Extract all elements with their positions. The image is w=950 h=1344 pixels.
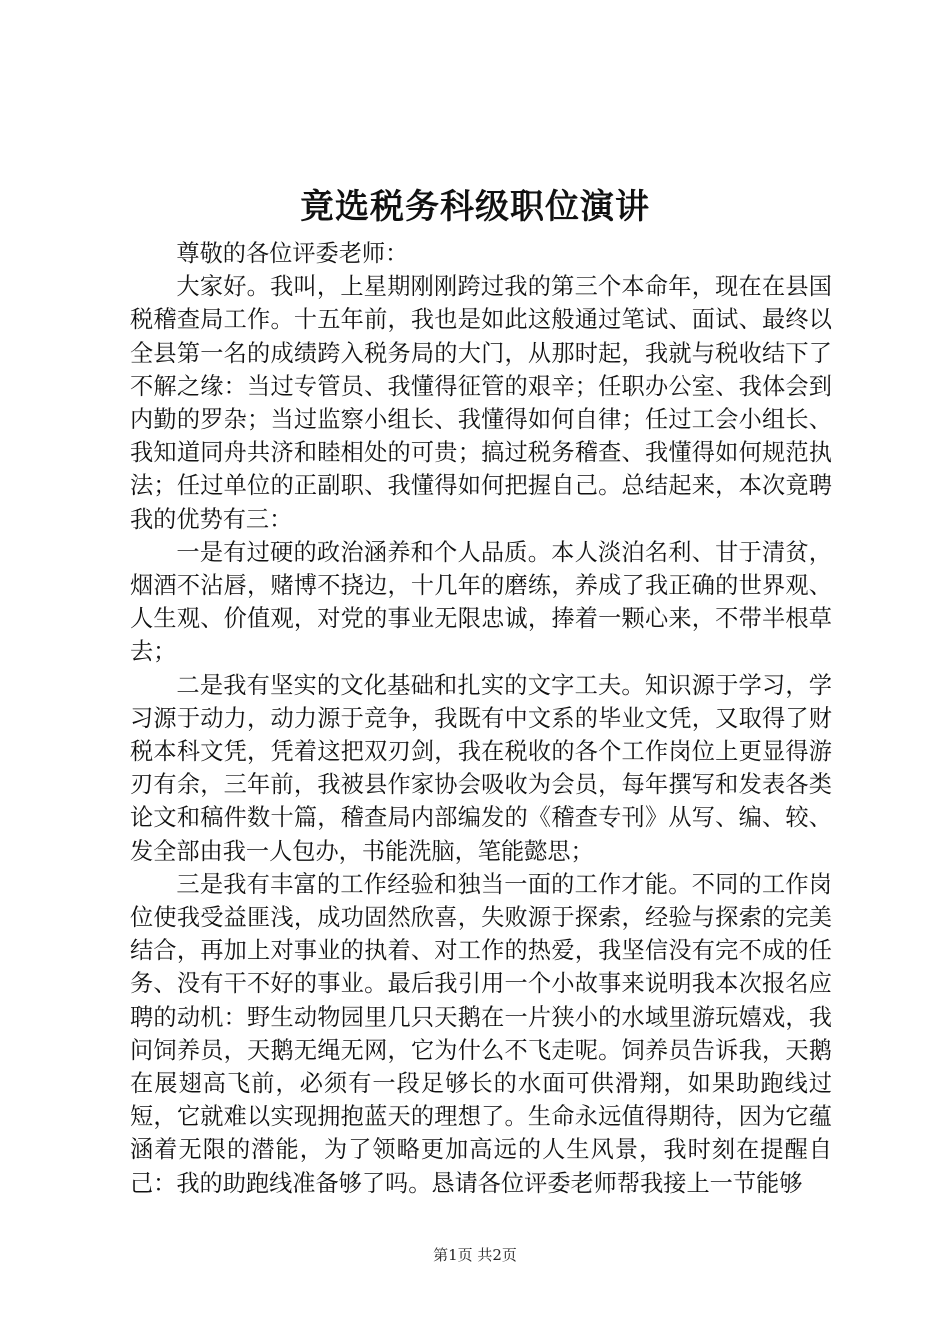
page-footer: [0, 1244, 950, 1266]
salutation: 尊敬的各位评委老师：: [176, 240, 409, 267]
paragraph-point-three: 三是我有丰富的工作经验和独当一面的工作才能。不同的工作岗位使我受益匪浅，成功固然欣喜，失败源于探索，经验与探索的完美结合，再加上对事业的执着、对工作的热爱，我坚信没有完不成的任务、没有干不好的事业。最后我引用一个小故事来说明我本次报名应聘的动机：野生动物园里几只天鹅在一片狭小的水域里游玩嬉戏，我问饲养员，天鹅无绳无网，它为什么不飞走呢。饲养员告诉我，天鹅在展翅高飞前，必须有一段足够长的水面可供滑翔，如果助跑线过短，它就难以实现拥抱蓝天的理想了。生命永远值得期待，因为它蕴涵着无限的潜能，为了领略更加高远的人生风景，我时刻在提醒自己：我的助跑线准备够了吗。恳请各位评委老师帮我接上一节能够: [130, 870, 832, 1197]
page-number: 第1页 共2页: [433, 1246, 517, 1264]
paragraph-intro: 大家好。我叫，上星期刚刚跨过我的第三个本命年，现在在县国税稽查局工作。十五年前，我也是如此这般通过笔试、面试、最终以全县第一名的成绩跨入税务局的大门，从那时起，我就与税收结下了不解之缘：当过专管员、我懂得征管的艰辛；任职办公室、我体会到内勤的罗杂；当过监察小组长、我懂得如何自律；任过工会小组长、我知道同舟共济和睦相处的可贵；搞过税务稽查、我懂得如何规范执法；任过单位的正副职、我懂得如何把握自己。总结起来，本次竟聘我的优势有三：: [130, 273, 832, 533]
paragraph-point-two: 二是我有坚实的文化基础和扎实的文字工夫。知识源于学习，学习源于动力，动力源于竞争，我既有中文系的毕业文凭，又取得了财税本科文凭，凭着这把双刃剑，我在税收的各个工作岗位上更显得游刃有余，三年前，我被县作家协会吸收为会员，每年撰写和发表各类论文和稿件数十篇，稽查局内部编发的《稽查专刊》从写、编、较、发全部由我一人包办，书能洗脑，笔能懿思；: [130, 671, 832, 865]
document-title: 竟选税务科级职位演讲: [300, 187, 650, 227]
document-body: [130, 237, 832, 1200]
paragraph-point-one: 一是有过硬的政治涵养和个人品质。本人淡泊名利、甘于清贫，烟酒不沾唇，赌博不挠边，十几年的磨练，养成了我正确的世界观、人生观、价值观，对党的事业无限忠诚，捧着一颗心来，不带半根草去；: [130, 538, 832, 666]
